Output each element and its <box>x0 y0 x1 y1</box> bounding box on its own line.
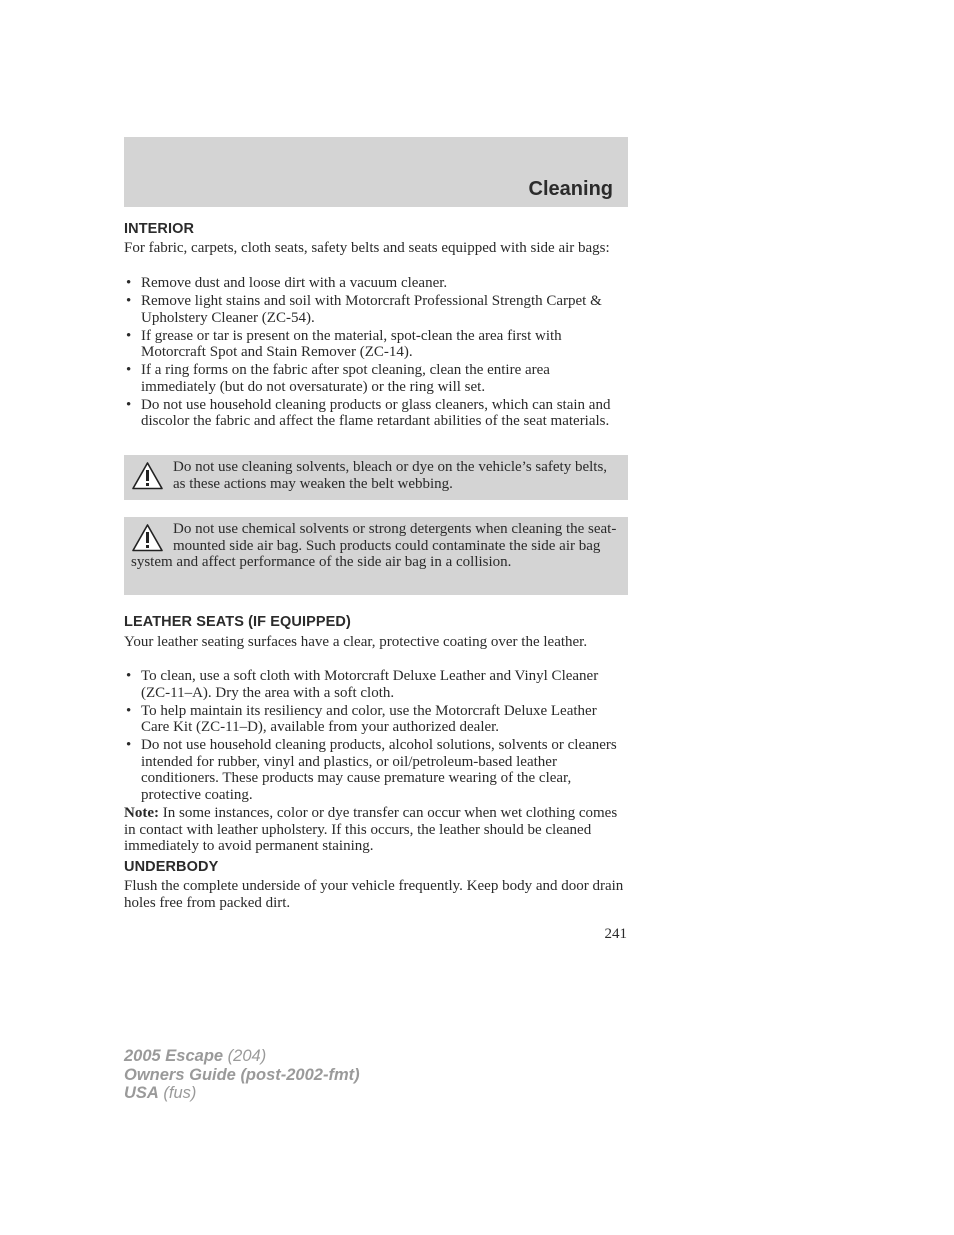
footer-market: USA <box>124 1084 159 1103</box>
footer-market-code: (fus) <box>158 1084 197 1103</box>
list-item: • To clean, use a soft cloth with Motorcraft Deluxe Leather and Vinyl Cleaner (ZC-11–A). Dry the area with a soft cloth. <box>124 668 628 701</box>
list-item: • If grease or tar is present on the material, spot-clean the area first with Motorcraft Spot and Stain Remover (ZC-14). <box>124 328 628 361</box>
interior-heading: INTERIOR <box>124 221 195 237</box>
warning-triangle-icon <box>131 523 164 553</box>
leather-intro: Your leather seating surfaces have a clear, protective coating over the leather. <box>124 634 588 650</box>
underbody-text: Flush the complete underside of your vehicle frequently. Keep body and door drain holes free from packed dirt. <box>124 878 624 911</box>
warning-text: Do not use chemical solvents or strong detergents when cleaning the seat-mounted side air bag. Such products could contaminate the side air bag system and affect performance of the side air bag in a collision. <box>131 521 617 571</box>
list-item: • To help maintain its resiliency and color, use the Motorcraft Deluxe Leather Care Kit (ZC-11–D), available from your authorized dealer. <box>124 703 628 736</box>
warning-triangle-icon <box>131 461 164 491</box>
page-number: 241 <box>604 926 627 942</box>
note-label: Note: <box>124 805 159 821</box>
leather-seats-heading: LEATHER SEATS (IF EQUIPPED) <box>124 614 351 630</box>
interior-bullet-list <box>124 275 628 431</box>
document-footer <box>124 1047 360 1103</box>
list-item: • Do not use household cleaning products or glass cleaners, which can stain and discolor the fabric and affect the flame retardant abilities of the seat materials. <box>124 397 628 430</box>
list-item: • Remove dust and loose dirt with a vacuum cleaner. <box>124 275 628 292</box>
leather-note <box>124 805 628 855</box>
interior-intro: For fabric, carpets, cloth seats, safety belts and seats equipped with side air bags: <box>124 240 610 256</box>
leather-bullet-list <box>124 668 628 805</box>
section-header-bar <box>124 137 628 207</box>
footer-guide: Owners Guide (post-2002-fmt) <box>124 1065 360 1084</box>
footer-model-code: (204) <box>223 1047 267 1065</box>
underbody-heading: UNDERBODY <box>124 859 219 875</box>
note-text: In some instances, color or dye transfer can occur when wet clothing comes in contact with leather upholstery. If this occurs, the leather should be cleaned immediately to avoid permanent staining. <box>124 805 618 855</box>
warning-text: Do not use cleaning solvents, bleach or dye on the vehicle’s safety belts, as these actions may weaken the belt webbing. <box>173 459 608 492</box>
warning-box-side-air-bag <box>124 517 628 595</box>
list-item: • Do not use household cleaning products, alcohol solutions, solvents or cleaners intended for rubber, vinyl and plastics, or oil/petroleum-based leather conditioners. These products may cause premature wearing of the clear, protective coating. <box>124 737 628 803</box>
list-item: • Remove light stains and soil with Motorcraft Professional Strength Carpet & Upholstery Cleaner (ZC-54). <box>124 293 628 326</box>
section-title: Cleaning <box>528 178 613 200</box>
footer-model: 2005 Escape <box>124 1047 224 1065</box>
warning-box-safety-belts <box>124 455 628 500</box>
list-item: • If a ring forms on the fabric after spot cleaning, clean the entire area immediately (but do not oversaturate) or the ring will set. <box>124 362 628 395</box>
